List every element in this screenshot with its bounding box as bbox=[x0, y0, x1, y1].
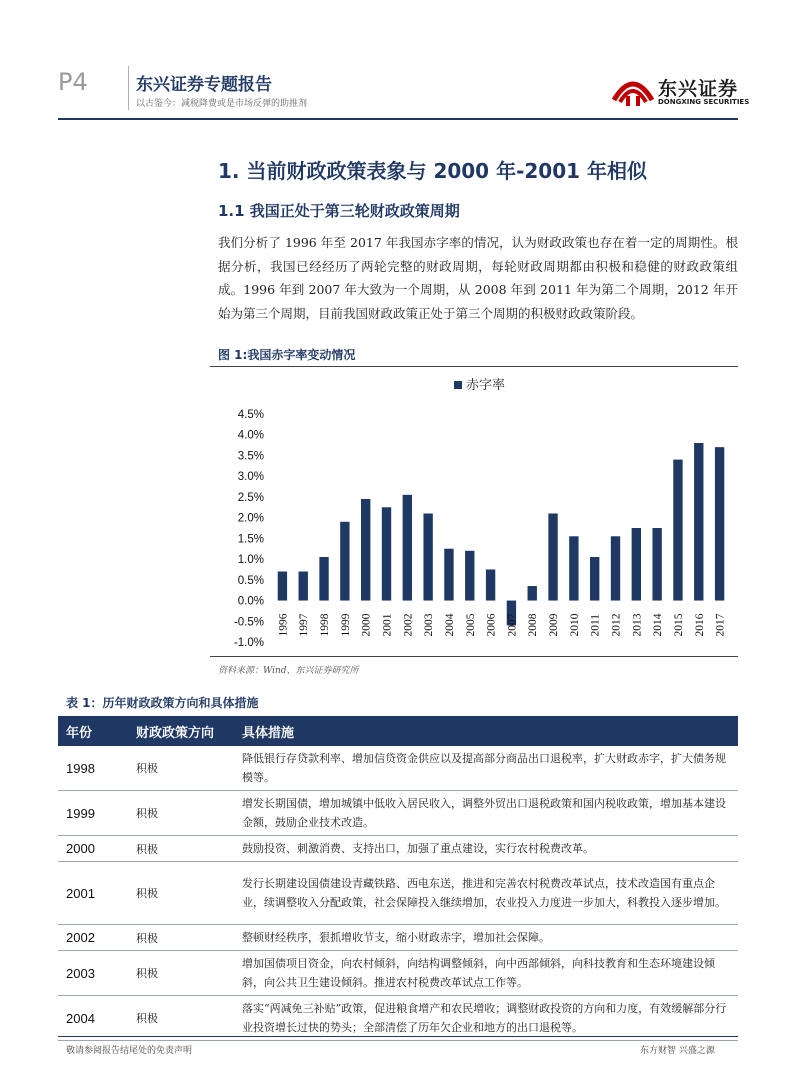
cell-direction: 积极 bbox=[128, 862, 234, 925]
table-row bbox=[58, 996, 738, 1041]
x-tick-label: 2012 bbox=[610, 613, 623, 637]
bar-2017 bbox=[715, 447, 724, 600]
header-measures: 具体措施 bbox=[234, 716, 738, 746]
cell-year: 2001 bbox=[58, 862, 128, 925]
page-number: P4 bbox=[58, 68, 88, 96]
y-tick-label: 0.5% bbox=[237, 574, 264, 587]
y-tick-label: 2.5% bbox=[237, 491, 264, 504]
subsection-heading: 1.1 我国正处于第三轮财政政策周期 bbox=[218, 202, 460, 220]
cell-measures: 增发长期国债，增加城镇中低收入居民收入，调整外贸出口退税政策和国内税收政策，增加基本建设金额，鼓励企业技术改造。 bbox=[234, 791, 738, 836]
x-tick-label: 1998 bbox=[319, 613, 332, 637]
bar-1999 bbox=[340, 522, 349, 601]
bar-2013 bbox=[632, 528, 641, 601]
report-subtitle: 以古鉴今：减税降费或是市场反弹的助推剂 bbox=[136, 99, 308, 109]
bar-1997 bbox=[299, 572, 308, 601]
x-tick-label: 1997 bbox=[298, 613, 311, 637]
table-header-row bbox=[58, 716, 738, 746]
cell-direction: 积极 bbox=[128, 791, 234, 836]
cell-measures: 整顿财经秩序，狠抓增收节支，缩小财政赤字，增加社会保障。 bbox=[234, 925, 738, 951]
y-tick-label: 4.0% bbox=[237, 429, 264, 442]
table-row bbox=[58, 746, 738, 791]
report-title: 东兴证券专题报告 bbox=[136, 75, 272, 95]
table-row bbox=[58, 791, 738, 836]
bar-2016 bbox=[694, 443, 703, 601]
table-row bbox=[58, 925, 738, 951]
cell-measures: 增加国债项目资金，向农村倾斜，向结构调整倾斜，向中西部倾斜，向科技教育和生态环境建设倾斜，向公共卫生建设倾斜。推进农村税费改革试点工作等。 bbox=[234, 951, 738, 996]
policy-table bbox=[58, 716, 738, 1041]
header-divider bbox=[128, 66, 129, 110]
x-tick-label: 2004 bbox=[443, 613, 456, 637]
cell-direction: 积极 bbox=[128, 836, 234, 862]
x-tick-label: 2003 bbox=[423, 613, 436, 637]
y-tick-label: -0.5% bbox=[233, 616, 264, 629]
bar-2004 bbox=[444, 549, 453, 601]
x-tick-label: 2016 bbox=[693, 613, 706, 637]
bar-2006 bbox=[486, 569, 495, 600]
y-tick-label: 3.0% bbox=[237, 471, 264, 484]
x-tick-label: 2010 bbox=[568, 613, 581, 637]
legend-label: 赤字率 bbox=[466, 378, 506, 393]
figure-source: 资料来源：Wind、东兴证券研究所 bbox=[218, 666, 359, 676]
x-tick-label: 2000 bbox=[360, 613, 373, 637]
cell-direction: 积极 bbox=[128, 925, 234, 951]
table-row bbox=[58, 862, 738, 925]
bar-2014 bbox=[652, 528, 661, 601]
table-row bbox=[58, 836, 738, 862]
cell-measures: 降低银行存贷款利率、增加信贷资金供应以及提高部分商品出口退税率，扩大财政赤字，扩大债务规模等。 bbox=[234, 746, 738, 791]
bar-2002 bbox=[403, 495, 412, 601]
x-tick-label: 2007 bbox=[506, 613, 519, 637]
table-row bbox=[58, 951, 738, 996]
bar-2009 bbox=[548, 513, 557, 600]
bar-2011 bbox=[590, 557, 599, 601]
bar-2003 bbox=[423, 513, 432, 600]
bar-1996 bbox=[278, 572, 287, 601]
x-tick-label: 1999 bbox=[339, 613, 352, 637]
bar-1998 bbox=[319, 557, 328, 601]
cell-measures: 落实“两减免三补贴”政策，促进粮食增产和农民增收；调整财政投资的方向和力度，有效缓解部分行业投资增长过快的势头；全部清偿了历年欠企业和地方的出口退税等。 bbox=[234, 996, 738, 1041]
cell-year: 2000 bbox=[58, 836, 128, 862]
x-tick-label: 2013 bbox=[631, 613, 644, 637]
cell-measures: 发行长期建设国债建设青藏铁路、西电东送，推进和完善农村税费改革试点，技术改造国有重点企业，续调整收入分配政策，社会保障投入继续增加，农业投入力度进一步加大，科教投入逐步增加。 bbox=[234, 862, 738, 925]
y-tick-label: 1.5% bbox=[237, 533, 264, 546]
x-tick-label: 2017 bbox=[714, 613, 727, 637]
x-tick-label: 2009 bbox=[548, 613, 561, 637]
table-title: 表 1：历年财政政策方向和具体措施 bbox=[66, 696, 259, 710]
bar-2015 bbox=[673, 460, 682, 601]
x-tick-label: 2006 bbox=[485, 613, 498, 637]
bar-2001 bbox=[382, 507, 391, 600]
x-tick-label: 2008 bbox=[527, 613, 540, 637]
header-direction: 财政政策方向 bbox=[128, 716, 234, 746]
bar-2005 bbox=[465, 551, 474, 601]
cell-direction: 积极 bbox=[128, 951, 234, 996]
x-tick-label: 2005 bbox=[464, 613, 477, 637]
x-tick-label: 1996 bbox=[277, 613, 290, 637]
header-rule bbox=[58, 118, 738, 120]
footer-slogan: 东方财智 兴盛之源 bbox=[640, 1046, 715, 1056]
section-heading: 1. 当前财政政策表象与 2000 年-2001 年相似 bbox=[218, 159, 647, 183]
bar-2008 bbox=[528, 586, 537, 601]
dongxing-logo-icon bbox=[610, 70, 656, 110]
logo-text-en: DONGXING SECURITIES bbox=[658, 98, 750, 106]
bar-2000 bbox=[361, 499, 370, 601]
cell-direction: 积极 bbox=[128, 996, 234, 1041]
y-tick-label: 1.0% bbox=[237, 554, 264, 567]
figure-title: 图 1:我国赤字率变动情况 bbox=[218, 348, 356, 362]
y-tick-label: 3.5% bbox=[237, 450, 264, 463]
x-tick-label: 2014 bbox=[652, 613, 665, 637]
figure-top-rule bbox=[210, 366, 738, 367]
x-tick-label: 2001 bbox=[381, 613, 394, 637]
cell-direction: 积极 bbox=[128, 746, 234, 791]
cell-year: 2002 bbox=[58, 925, 128, 951]
y-tick-label: 0.0% bbox=[237, 595, 264, 608]
legend-swatch bbox=[454, 381, 462, 389]
footer-disclaimer: 敬请参阅报告结尾处的免责声明 bbox=[66, 1046, 193, 1056]
y-tick-label: -1.0% bbox=[233, 637, 264, 649]
x-tick-label: 2011 bbox=[589, 613, 602, 637]
bar-2012 bbox=[611, 536, 620, 600]
figure-bottom-rule bbox=[210, 656, 738, 657]
x-tick-label: 2002 bbox=[402, 613, 415, 637]
header-year: 年份 bbox=[58, 716, 128, 746]
cell-year: 2004 bbox=[58, 996, 128, 1041]
y-tick-label: 2.0% bbox=[237, 512, 264, 525]
footer-rule bbox=[58, 1036, 738, 1037]
cell-year: 1999 bbox=[58, 791, 128, 836]
cell-year: 1998 bbox=[58, 746, 128, 791]
x-tick-label: 2015 bbox=[672, 613, 685, 637]
y-tick-label: 4.5% bbox=[237, 409, 264, 421]
logo-text-cn: 东兴证券 bbox=[658, 78, 739, 100]
bar-2010 bbox=[569, 536, 578, 600]
deficit-ratio-chart bbox=[210, 368, 738, 654]
body-paragraph: 我们分析了 1996 年至 2017 年我国赤字率的情况，认为财政政策也存在着一定的周期性。根据分析，我国已经经历了两轮完整的财政周期，每轮财政周期都由积极和稳健的财政政策组成。1996 年到 2007 年大致为一个周期，从 2008 年到 2011 年为第二个周期，2012 年开始为第三个周期，目前我国财政政策正处于第三个周期的积极财政政策阶段。 bbox=[218, 235, 738, 321]
cell-measures: 鼓励投资、刺激消费、支持出口，加强了重点建设，实行农村税费改革。 bbox=[234, 836, 738, 862]
cell-year: 2003 bbox=[58, 951, 128, 996]
